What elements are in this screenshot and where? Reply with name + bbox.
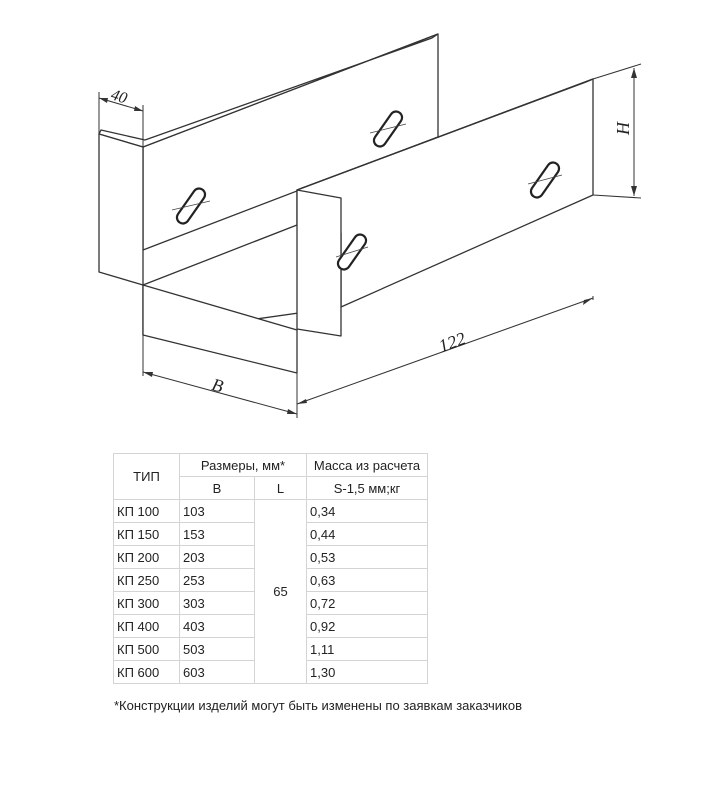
cell-type: КП 400 — [114, 615, 180, 638]
cell-b: 603 — [180, 661, 255, 684]
header-type: ТИП — [114, 454, 180, 500]
cell-type: КП 250 — [114, 569, 180, 592]
cell-type: КП 500 — [114, 638, 180, 661]
cell-b: 503 — [180, 638, 255, 661]
cell-mass: 0,63 — [307, 569, 428, 592]
cell-b: 203 — [180, 546, 255, 569]
cell-type: КП 200 — [114, 546, 180, 569]
header-mass: Масса из расчета — [307, 454, 428, 477]
dim-depth-label: 40 — [108, 86, 130, 108]
cell-mass: 0,44 — [307, 523, 428, 546]
cell-b: 253 — [180, 569, 255, 592]
cell-mass: 0,53 — [307, 546, 428, 569]
cell-b: 403 — [180, 615, 255, 638]
header-l: L — [255, 477, 307, 500]
cell-b: 103 — [180, 500, 255, 523]
cell-mass: 1,11 — [307, 638, 428, 661]
footnote: *Конструкции изделий могут быть изменены по заявкам заказчиков — [114, 698, 522, 713]
cell-mass: 0,72 — [307, 592, 428, 615]
cell-mass: 0,92 — [307, 615, 428, 638]
cell-mass: 0,34 — [307, 500, 428, 523]
left-wall — [99, 134, 143, 285]
cell-type: КП 300 — [114, 592, 180, 615]
dim-height-label: H — [613, 122, 633, 135]
cell-type: КП 100 — [114, 500, 180, 523]
table-header-row — [114, 454, 428, 477]
cell-b: 303 — [180, 592, 255, 615]
cell-mass: 1,30 — [307, 661, 428, 684]
dim-width-label: B — [209, 374, 226, 397]
dim-length-label: 122 — [435, 328, 469, 357]
right-front-flange — [297, 190, 341, 336]
spec-table — [113, 453, 428, 684]
cell-l: 65 — [255, 500, 307, 684]
cell-b: 153 — [180, 523, 255, 546]
table-row — [114, 500, 428, 523]
header-mass-unit: S-1,5 мм;кг — [307, 477, 428, 500]
cell-type: КП 150 — [114, 523, 180, 546]
header-sizes: Размеры, мм* — [180, 454, 307, 477]
cell-type: КП 600 — [114, 661, 180, 684]
header-b: B — [180, 477, 255, 500]
